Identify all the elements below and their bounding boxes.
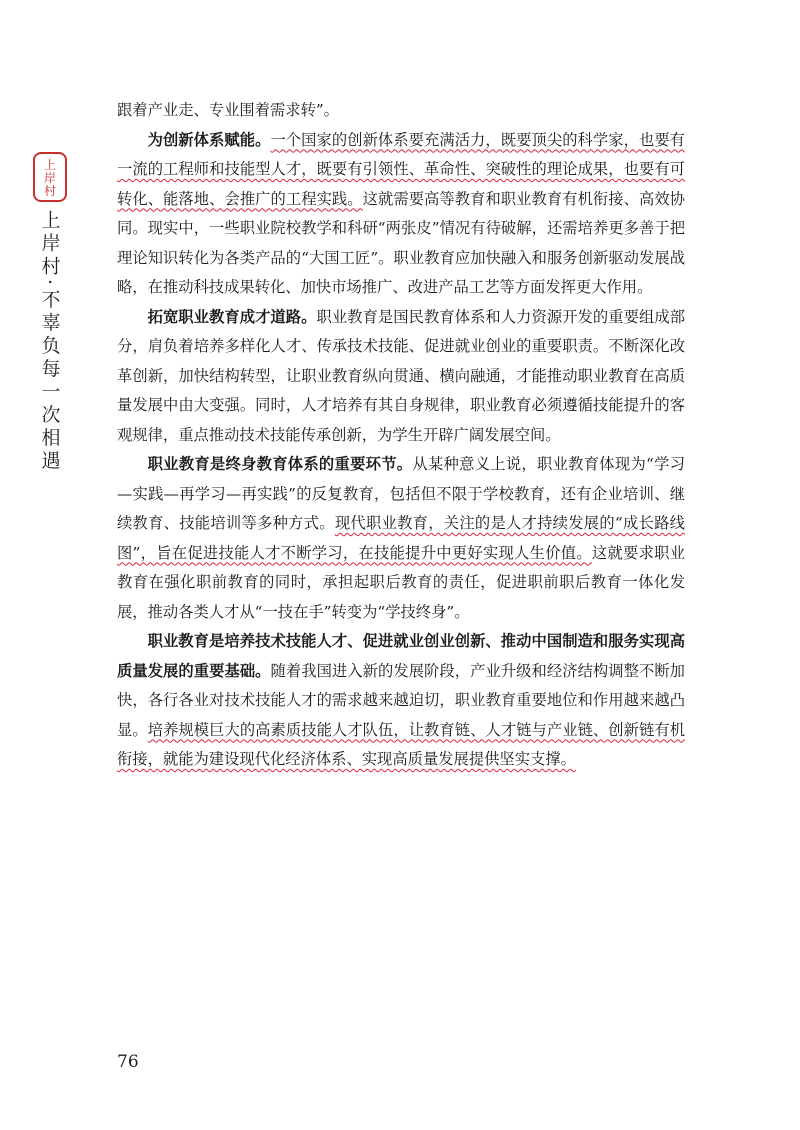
paragraph-5 [117,627,685,775]
paragraph-4 [117,450,685,627]
highlighted-text: 现代职业教育，关注的是人才持续发展的“成长路线图”，旨在促进技能人才不断学习，在技能提升中更好实现人生价值。 [117,514,685,562]
paragraph-2 [117,126,685,303]
paragraph-heading: 为创新体系赋能。 [147,130,271,149]
paragraph-heading: 职业教育是终身教育体系的重要环节。 [147,455,413,473]
page-body [117,96,685,775]
paragraph-text: 从某种意义上说，职业教育体现为“学习—实践—再学习—再实践”的反复教育，包括但不限于学校教育，还有企业培训、继续教育、技能培训等多种方式。 [117,455,685,532]
paragraph-text: 这就要求职业教育在强化职前教育的同时，承担起职后教育的责任，促进职前职后教育一体化发展，推动各类人才从“一技在手”转变为“学技终身”。 [117,543,685,621]
paragraph-1 [117,96,685,126]
paragraph-text: 跟着产业走、专业围着需求转”。 [117,101,339,119]
paragraph-3 [117,303,685,451]
paragraph-heading: 拓宽职业教育成才道路。 [147,307,317,326]
paragraph-text: 这就需要高等教育和职业教育有机衔接、高效协同。现实中，一些职业院校教学和科研“两张皮”情况有待破解，还需培养更多善于把理论知识转化为各类产品的“大国工匠”。职业教育应加快融入和服务创新驱动发展战略，在推动科技成果转化、加快市场推广、改进产品工艺等方面发挥更大作用。 [117,189,685,296]
highlighted-text: 一个国家的创新体系要充满活力，既要顶尖的科学家，也要有一流的工程师和技能型人才，既要有引领性、革命性、突破性的理论成果，也要有可转化、能落地、会推广的工程实践。 [117,130,685,208]
seal-char: 村 [43,183,56,198]
paragraph-text: 随着我国进入新的发展阶段，产业升级和经济结构调整不断加快，各行各业对技术技能人才的需求越来越迫切，职业教育重要地位和作用越来越凸显。 [117,661,685,739]
sidebar [30,152,70,473]
book-title: 上岸村·不辜负每一次相遇 [38,210,61,474]
paragraph-text: 职业教育是国民教育体系和人力资源开发的重要组成部分，肩负着培养多样化人才、传承技术技能、促进就业创业的重要职责。不断深化改革创新，加快结构转型，让职业教育纵向贯通、横向融通，才能推动职业教育在高质量发展中由大变强。同时，人才培养有其自身规律，职业教育必须遵循技能提升的客观规律，重点推动技术技能传承创新，为学生开辟广阔发展空间。 [117,307,685,444]
seal-char: 上 [43,157,56,172]
page-number: 76 [117,1052,139,1072]
seal-logo [33,152,67,202]
highlighted-text: 培养规模巨大的高素质技能人才队伍，让教育链、人才链与产业链、创新链有机衔接，就能为建设现代化经济体系、实现高质量发展提供坚实支撑。 [117,720,685,768]
paragraph-heading: 职业教育是培养技术技能人才、促进就业创业创新、推动中国制造和服务实现高质量发展的重要基础。 [117,632,685,680]
seal-char: 岸 [43,170,56,185]
